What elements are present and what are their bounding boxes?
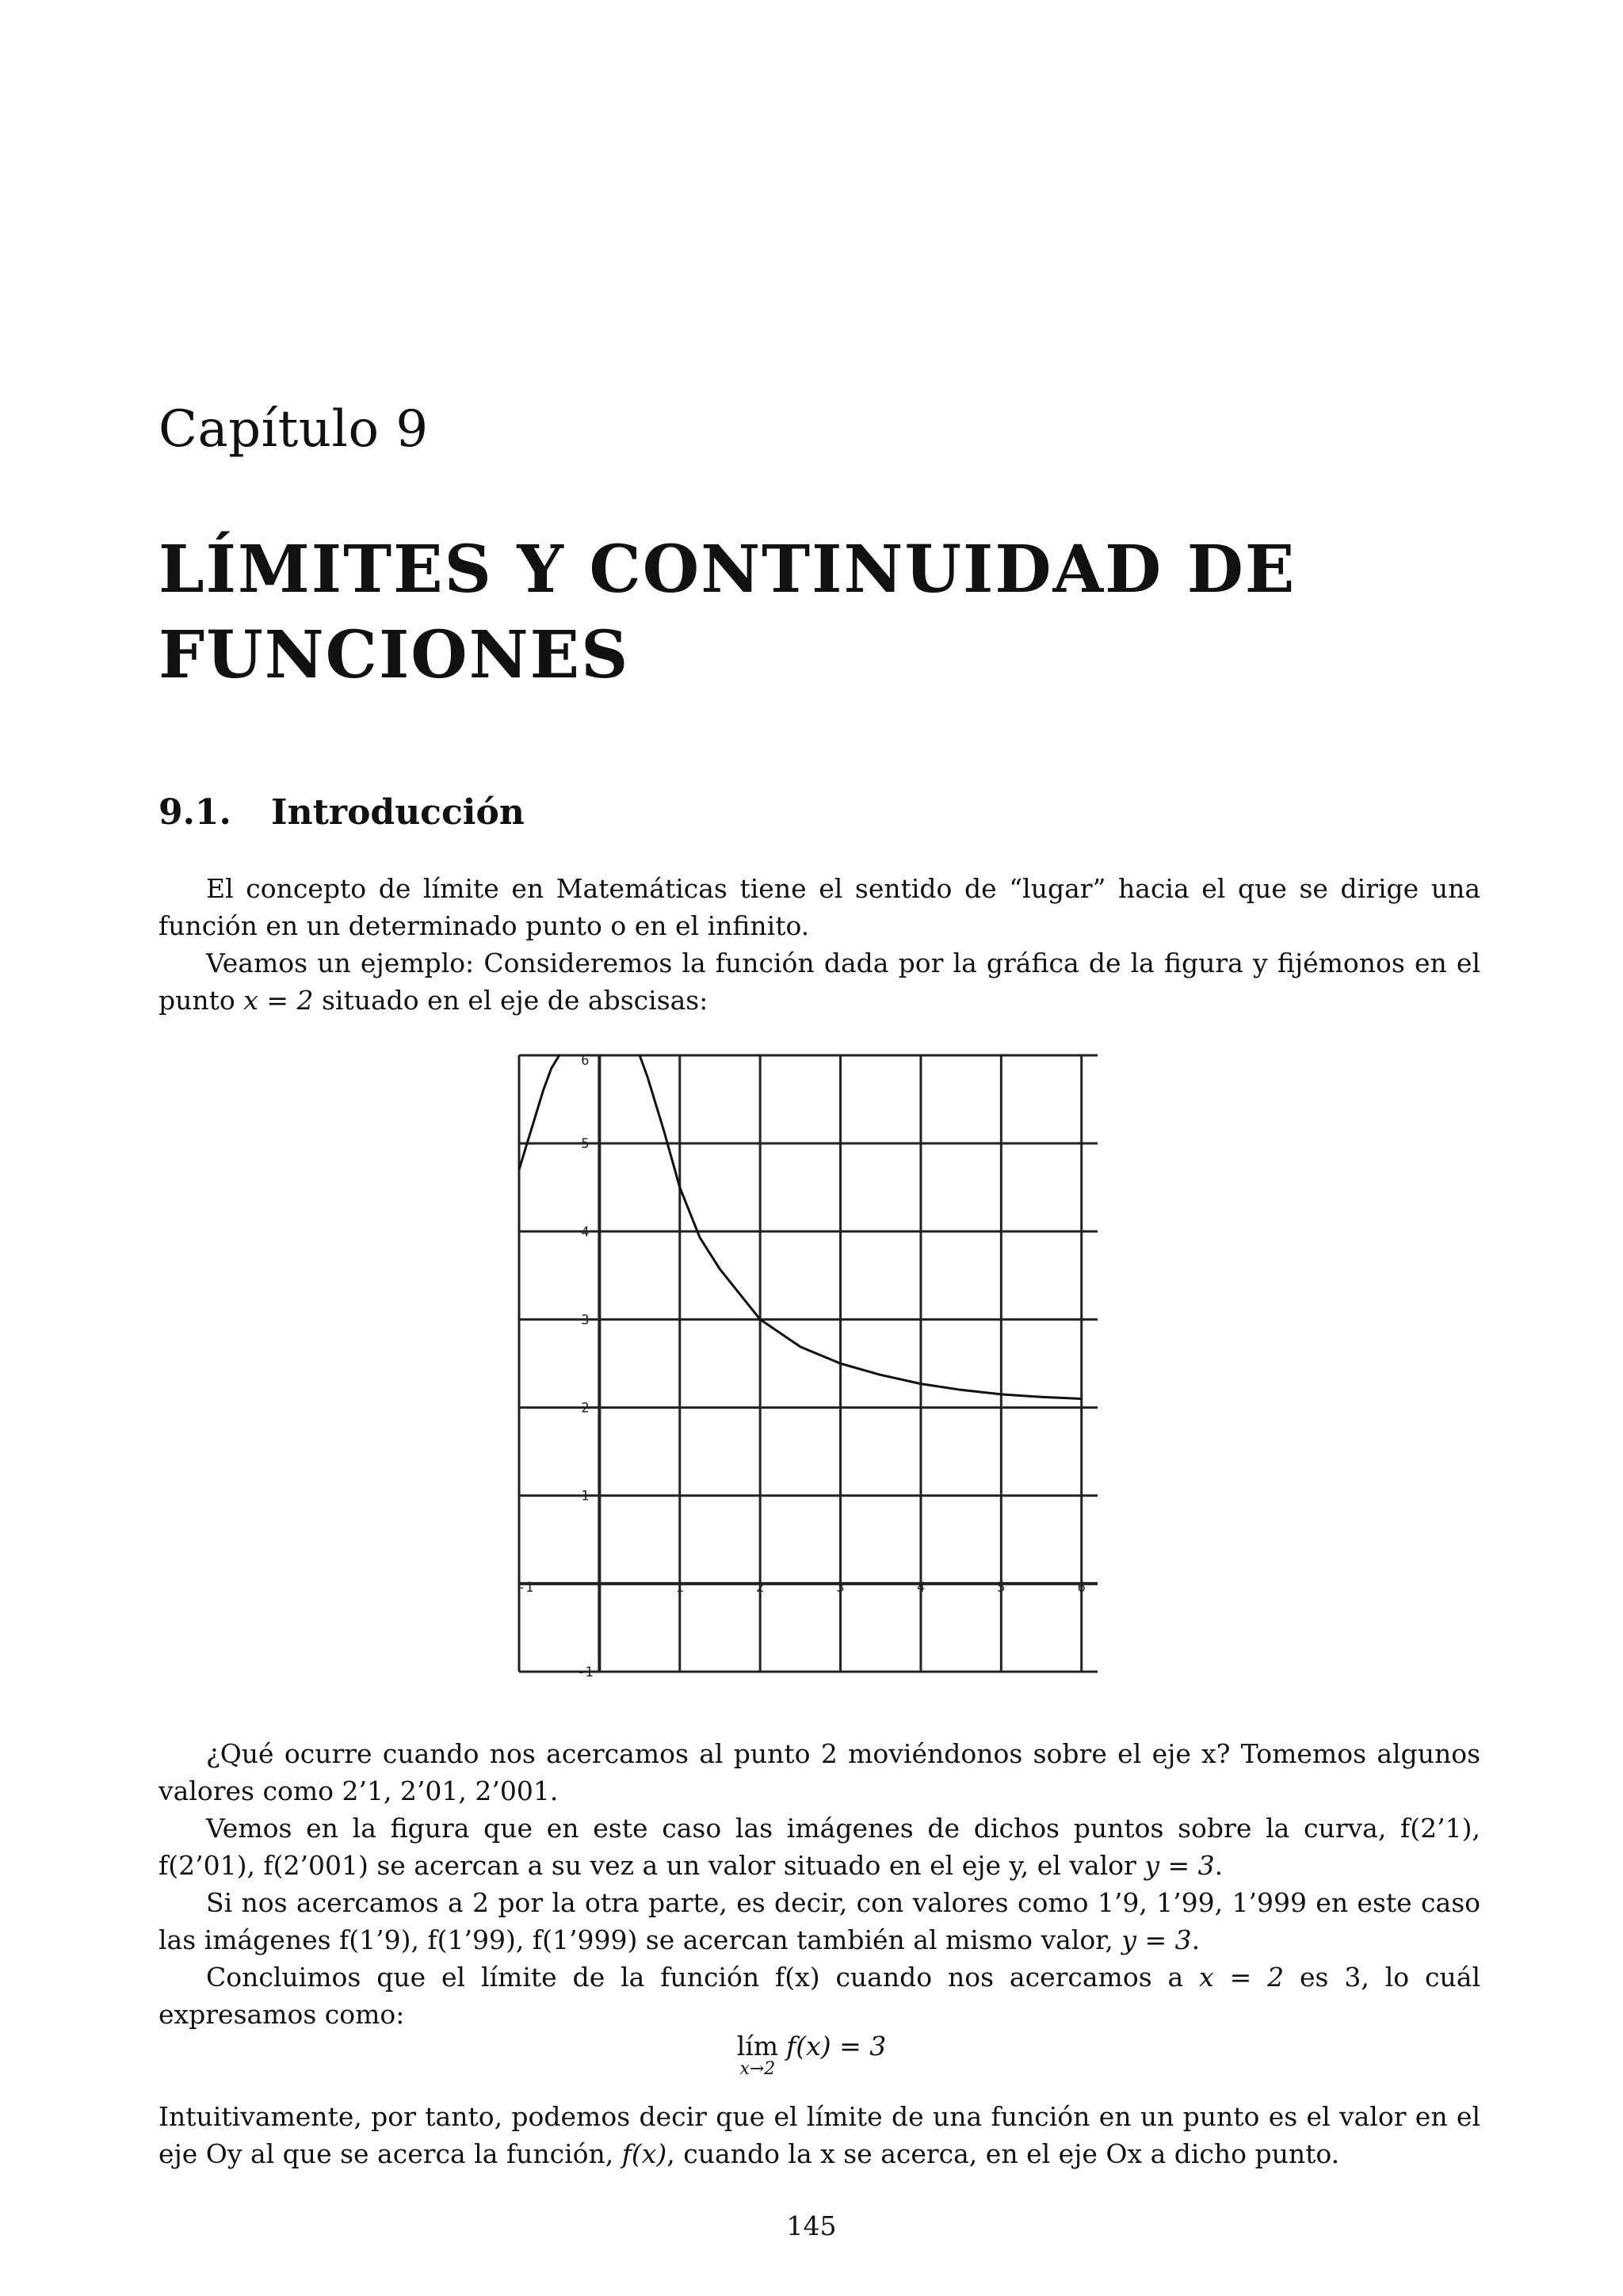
body-paragraph-3 <box>158 1884 1480 1958</box>
x-tick-label: 3 <box>836 1579 845 1596</box>
body-p3-text: Si nos acercamos a 2 por la otra parte, es decir, con valores como 1’9, 1’99, 1’999 en este caso las imágenes f(1’9), f(1’99), f(1’999) se acercan también al mismo valor, <box>158 1887 1480 1955</box>
intro-p2-text-end: situado en el eje de abscisas: <box>313 985 708 1016</box>
function-graph <box>499 1039 1117 1689</box>
intro-paragraph-1: El concepto de límite en Matemáticas tiene el sentido de “lugar” hacia el que se dirige una función en un determinado punto o en el infinito. <box>158 873 1480 941</box>
graph-grid <box>519 1055 1098 1672</box>
body-p2-text-end: . <box>1214 1850 1224 1881</box>
graph-curves <box>519 1055 1082 1399</box>
intro-p2-text: Veamos un ejemplo: Consideremos la función dada por la gráfica de la figura y fijémonos en el punto <box>158 948 1480 1016</box>
limit-expression: f(x) = 3 <box>786 2031 887 2061</box>
conclusion-text-end: , cuando la x se acerca, en el eje Ox a dicho punto. <box>666 2138 1340 2169</box>
body-p2-text: Vemos en la figura que en este caso las imágenes de dichos puntos sobre la curva, f(2’1), f(2’01), f(2’001) se acercan a su vez a un valor situado en el eje y, el valor <box>158 1813 1480 1881</box>
curve-right-branch <box>640 1055 1082 1399</box>
conclusion-text-start: Intuitivamente, por tanto, podemos decir que el límite de una función en un punto es el valor en el eje Oy al que se acerca la función, <box>158 2101 1480 2169</box>
body-paragraph-4 <box>158 1958 1480 2033</box>
limit-subscript: x→2 <box>739 2059 776 2079</box>
intro-p2-math: x = 2 <box>243 985 314 1016</box>
y-tick-label: 2 <box>581 1400 590 1417</box>
body-p4-text-end: es 3, lo cuál expresamos como: <box>158 1962 1480 2030</box>
conclusion-paragraph <box>158 2098 1480 2172</box>
intro-paragraph-2 <box>158 944 1480 1019</box>
y-tick-label: 3 <box>581 1312 590 1329</box>
curve-left-branch <box>519 1055 559 1170</box>
x-tick-label: 6 <box>1077 1579 1086 1596</box>
conclusion-math: f(x) <box>621 2138 667 2169</box>
y-tick-label: 4 <box>581 1224 590 1241</box>
body-p3-math: y = 3 <box>1121 1924 1192 1955</box>
limit-formula <box>0 2032 1623 2078</box>
x-tick-label: -1 <box>517 1579 534 1596</box>
x-tick-label: 1 <box>675 1579 684 1596</box>
x-tick-label: 5 <box>997 1579 1006 1596</box>
y-tick-label: -1 <box>577 1665 594 1680</box>
body-p2-math: y = 3 <box>1144 1850 1215 1881</box>
limit-word: lím <box>736 2031 779 2061</box>
chapter-label: Capítulo 9 <box>158 400 429 459</box>
intro-text <box>158 870 1480 1019</box>
section-number: 9.1. <box>158 792 231 833</box>
page-number: 145 <box>786 2210 837 2241</box>
x-tick-label: 2 <box>756 1579 765 1596</box>
body-paragraph-2 <box>158 1810 1480 1884</box>
body-text <box>158 1735 1480 2033</box>
limit-operator <box>737 2032 778 2078</box>
section-heading <box>158 792 525 833</box>
conclusion-text <box>158 2098 1480 2172</box>
body-p4-math: x = 2 <box>1199 1962 1285 1993</box>
body-p4-text: Concluimos que el límite de la función f(x) cuando nos acercamos a <box>206 1962 1200 1993</box>
y-tick-label: 6 <box>581 1053 590 1069</box>
body-paragraph-1: ¿Qué ocurre cuando nos acercamos al punto 2 moviéndonos sobre el eje x? Tomemos algunos valores como 2’1, 2’01, 2’001. <box>158 1738 1480 1806</box>
chapter-title: LÍMITES Y CONTINUIDAD DE FUNCIONES <box>158 532 1296 693</box>
body-p3-text-end: . <box>1191 1924 1201 1955</box>
x-tick-label: 4 <box>916 1579 926 1596</box>
y-tick-label: 1 <box>581 1488 590 1505</box>
section-title: Introducción <box>271 792 525 833</box>
y-tick-label: 5 <box>581 1136 590 1153</box>
